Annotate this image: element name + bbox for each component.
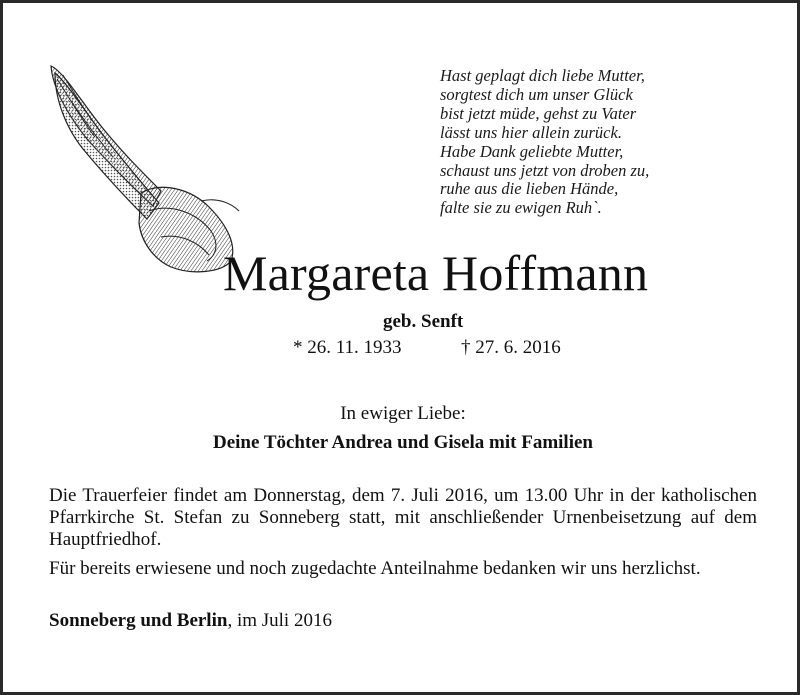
poem-line: sorgtest dich um unser Glück xyxy=(440,84,633,104)
life-dates xyxy=(293,336,613,362)
poem xyxy=(440,67,770,218)
poem-line: schaust uns jetzt von droben zu, xyxy=(440,160,650,180)
poem-line: Hast geplagt dich liebe Mutter, xyxy=(440,66,645,85)
poem-line: falte sie zu ewigen Ruh`. xyxy=(440,198,602,218)
funeral-paragraph: Die Trauerfeier findet am Donnerstag, dem 7. Juli 2016, um 13.00 Uhr in der katholischen Pfarrkirche St. Stefan zu Sonneberg statt, mit anschließender Urnenbeisetzung auf dem Hauptfriedhof. xyxy=(49,485,757,550)
date-text: , im Juli 2016 xyxy=(227,610,332,631)
praying-hands-icon xyxy=(41,61,241,283)
poem-line: lässt uns hier allein zurück. xyxy=(440,122,622,142)
place-text: Sonneberg und Berlin xyxy=(49,610,228,631)
mourners-names: Deine Töchter Andrea und Gisela mit Familien xyxy=(212,432,593,453)
thanks-paragraph: Für bereits erwiesene und noch zugedachte Anteilnahme bedanken wir uns herzlichst. xyxy=(49,558,701,579)
poem-line: bist jetzt müde, gehst zu Vater xyxy=(440,103,637,123)
poem-line: ruhe aus die lieben Hände, xyxy=(440,179,619,199)
place-date-line xyxy=(49,610,757,632)
deceased-name: Margareta Hoffmann xyxy=(223,245,649,301)
poem-line: Habe Dank geliebte Mutter, xyxy=(440,141,624,161)
birth-date: * 26. 11. 1933 xyxy=(293,337,402,358)
mourners-intro: In ewiger Liebe: xyxy=(340,403,466,424)
death-date: † 27. 6. 2016 xyxy=(461,337,561,358)
maiden-name: geb. Senft xyxy=(383,311,464,332)
